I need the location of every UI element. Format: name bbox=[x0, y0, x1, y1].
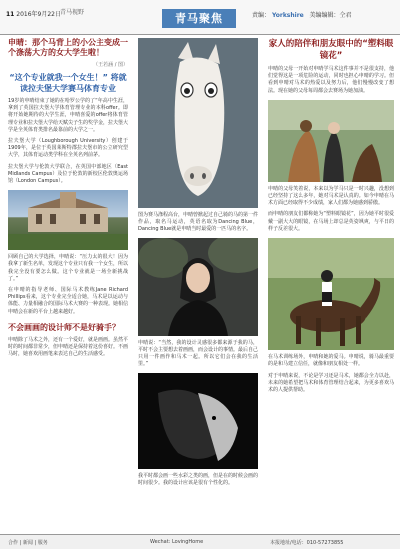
photo-caption: 申晴说：“当然，我的设计灵感很多都来源于我的马，平时不会主要想去着画画，而会设计的事情。最后自己只用一件画作和马术一起。所以它们会在我的生活里。” bbox=[138, 340, 259, 367]
photo-caption: 我平时都会画一些水彩之类的画，但是在的时候会画的时间很少。我的设计应该是很有个性化的。 bbox=[138, 473, 259, 486]
column-middle bbox=[138, 38, 258, 492]
page-credits bbox=[252, 10, 351, 19]
paragraph: 申晴的父母笑着说，本来以为学马只是一时兴趣，没想到已经坚持了这么多年，她对马术是认真的。如今申晴在马术方面已经取得不少成绩，家人们都为她感到骄傲。 bbox=[268, 185, 394, 207]
page-header bbox=[0, 0, 400, 35]
photo-caption: 图为赛马涤程高台，申晴曾掀起过自己骑的马的第一件作品，取名马运动，英语名取为Dancing Blue，Dancing Blue就是申晴当时最爱的一匹马的名字。 bbox=[138, 212, 259, 232]
column-left bbox=[8, 38, 128, 358]
footer-left: 合作 | 新闻 | 服务 bbox=[8, 540, 48, 546]
rider-photo bbox=[268, 238, 394, 350]
family-photo bbox=[268, 100, 394, 182]
portrait-photo bbox=[138, 238, 258, 336]
paper-logo: 青马视野 bbox=[60, 9, 85, 16]
paragraph: 而申晴的朋友们都称她为“塑料眼镜花”，因为她平时很爱戴一副大大的眼镜，在马场上却总是英姿飒爽，与平日的样子反差很大。 bbox=[268, 211, 394, 232]
dark-horse-photo bbox=[138, 373, 258, 469]
issue-date: 2016年9月22日 bbox=[16, 11, 62, 18]
paragraph: 拉夫堡大学与伦敦大学联合，在英国中部地区（East Midlands Campus）及位于伦敦的新校区伦敦奥运场馆（London Campus）。 bbox=[8, 163, 128, 185]
article-headline: 申晴：那个马背上的小公主变成一个涤荡大方的女大学生啦！ bbox=[8, 38, 128, 57]
paragraph: 19岁的申晴结束了她的在哈罗公学的了“年高中生涯，拿到了英国拉夫堡大学体育管理专业的本科offer。即将开始她期待的大学生涯，申晴喜爱的offer将体育管理专业和拉夫堡大学给天赋尖子生的奖学金，拉夫堡大学是全英体育类排名最靠前的大学之一。 bbox=[8, 98, 129, 133]
page-meta bbox=[6, 9, 61, 18]
footer-contact: 本报地址/电话：010-57273855 bbox=[270, 540, 344, 546]
footer-wechat: Wechat: LovingHome bbox=[150, 539, 204, 545]
paragraph: 对于申晴来说，不论是学习还是马术，她都会全力以赴，未来的她希望把马术和体育管理结合起来，为更多喜欢马术的人提供帮助。 bbox=[268, 373, 394, 394]
page-number: 11 bbox=[6, 11, 15, 18]
layout-credit: 美编编辑：仝君 bbox=[309, 12, 352, 19]
paragraph: 拉夫堡大学（Loughborough University）创建于1909年，是位于英国莱斯特郡拉夫堡市的公立研究型大学，其体育运动类学科在全英名列前茅。 bbox=[8, 138, 128, 159]
column-right bbox=[268, 38, 394, 395]
brand-logo: Yorkshire bbox=[271, 12, 304, 19]
section-heading: 不会画画的设计师不是好骑手？ bbox=[8, 322, 120, 332]
article-headline: 家人的陪伴和朋友眼中的“塑料眼镜花” bbox=[268, 39, 394, 61]
paragraph: 申晴除了马术之外，还有一个爱好，就是画画。虽然平时的时间都非常少，但申晴还是保持着这份喜好。不画马时，她喜欢用画笔来表达自己的生活感受。 bbox=[8, 336, 129, 358]
paragraph: 申晴的父母一开始对申晴学马术这件事并不是很支持，他们觉得这是一项危险的运动，同时也担心申晴的学习。但看到申晴对马术的热爱以及努力后，他们慢慢改变了想法。现在她的父母每周都会去赛场为她加油。 bbox=[268, 66, 394, 94]
article-byline: （王若涵 / 图） bbox=[93, 62, 128, 68]
paragraph: 回顾自己的大学选择，申晴说：“压力太的很大！因为我拿了新生名单，发现这个专业只有我一个女生，所以我完全没有要怎么做。这个专业就是一场全新挑战了。” bbox=[8, 254, 129, 282]
article-quote-title: “这个专业就我一个女生！” 将就读拉夫堡大学赛马体育专业 bbox=[9, 73, 127, 93]
photo-caption: 在马术训练场外，申晴和她的爱马。申晴说，骑马最重要的是和马建立信任，就像和朋友相处一样。 bbox=[268, 354, 394, 368]
page-footer bbox=[0, 534, 400, 549]
editor-label: 责编： bbox=[252, 12, 271, 19]
horse-sculpture-photo bbox=[138, 38, 258, 208]
paragraph: 在申晴的指导老师、国际马术教练Jane Richard Phillips看来，这个专业完全适合她，马术是以运动与体能、力量相融合的国际马术大赛的一种表现。她相信申晴会在新的平台上越来越好。 bbox=[8, 287, 129, 315]
university-photo bbox=[8, 190, 128, 250]
section-title: 青马聚焦 bbox=[162, 9, 236, 28]
